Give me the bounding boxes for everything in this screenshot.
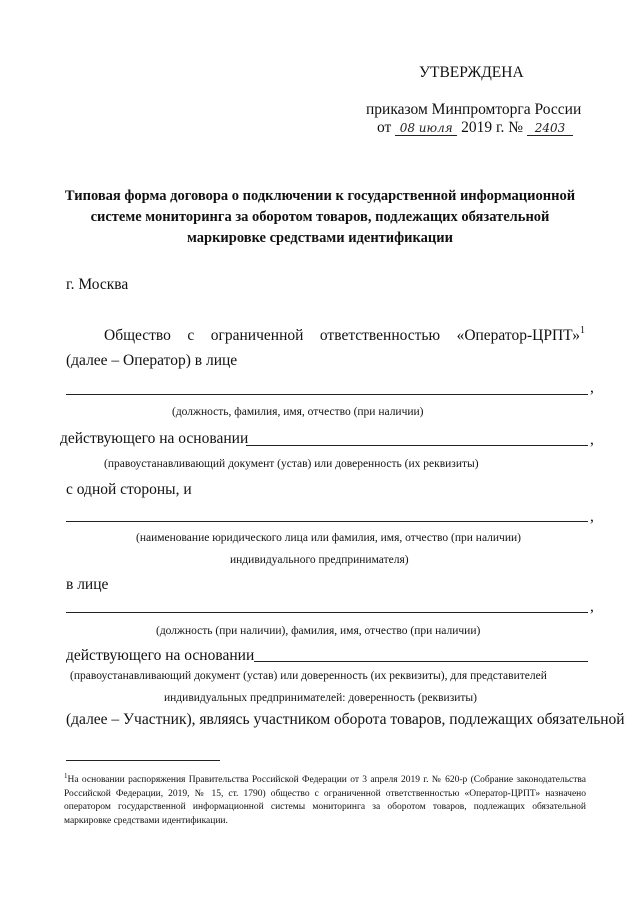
intro-word: с [187,327,195,344]
intro-word: ответственностью [319,327,441,344]
caption-entity-2: индивидуального предпринимателя) [230,554,409,566]
footnote [64,770,586,828]
in-person-label: в лице [66,576,109,593]
blank-entity[interactable] [66,521,588,522]
title-line-2: системе мониторинга за оборотом товаров, подлежащих обязательной [90,209,550,225]
comma: , [590,379,594,396]
intro-word: Общество [104,327,171,344]
date-prefix: от [377,119,392,136]
acting-basis-label: действующего на основании [60,430,249,447]
caption-entity-1: (наименование юридического лица или фамилия, имя, отчество (при наличии) [136,532,521,544]
caption-document: (правоустанавливающий документ (устав) или доверенность (их реквизиты) [104,458,479,470]
comma: , [590,508,594,525]
intro-word: ограниченной [210,327,304,344]
city: г. Москва [66,276,129,293]
caption-document2-1: (правоустанавливающий документ (устав) или доверенность (их реквизиты), для представителей [70,670,547,682]
blank-document[interactable] [246,445,588,446]
blank-document-2[interactable] [254,661,588,662]
acting-basis-label-2: действующего на основании [66,647,255,664]
participant-line: (далее – Участник), являясь участником оборота товаров, подлежащих обязательной [66,711,625,728]
blank-position[interactable] [66,394,588,395]
comma: , [590,431,594,448]
footnote-separator [66,760,220,761]
order-year: 2019 г. № [461,119,524,136]
title-line-3: маркировке средствами идентификации [186,230,453,246]
order-line: приказом Минпромторга России [366,101,582,118]
comma: , [590,598,594,615]
number-handwritten: 2403 [527,121,573,136]
approved-heading: УТВЕРЖДЕНА [419,64,524,81]
footnote-text: На основании распоряжения Правительства Российской Федерации от 3 апреля 2019 г. № 620-р (Собрание законодательства Российской Федерации, 2019, № 15, ст. 1790) общество с ограниченной ответственностью «Оператор-ЦРПТ» назначено оператором государственной информационной системы мониторинга за оборотом товаров, подлежащих обязательной маркировке средствами идентификации. [64,775,586,826]
caption-document2-2: индивидуальных предпринимателей: доверенность (реквизиты) [164,692,477,704]
date-handwritten: 08 июля [395,121,457,136]
one-side-line: с одной стороны, и [66,481,192,498]
intro-word: «Оператор-ЦРПТ» [456,327,580,344]
document-title [60,186,580,249]
caption-position: (должность, фамилия, имя, отчество (при наличии) [172,406,424,418]
footnote-mark: 1 [64,772,68,780]
footnote-ref: 1 [580,325,585,336]
blank-position-2[interactable] [66,612,588,613]
order-date-line [377,119,573,137]
caption-position-2: (должность (при наличии), фамилия, имя, отчество (при наличии) [156,625,481,637]
operator-line: (далее – Оператор) в лице [66,352,238,369]
title-line-1: Типовая форма договора о подключении к государственной информационной [64,188,576,204]
intro-line [104,327,580,345]
